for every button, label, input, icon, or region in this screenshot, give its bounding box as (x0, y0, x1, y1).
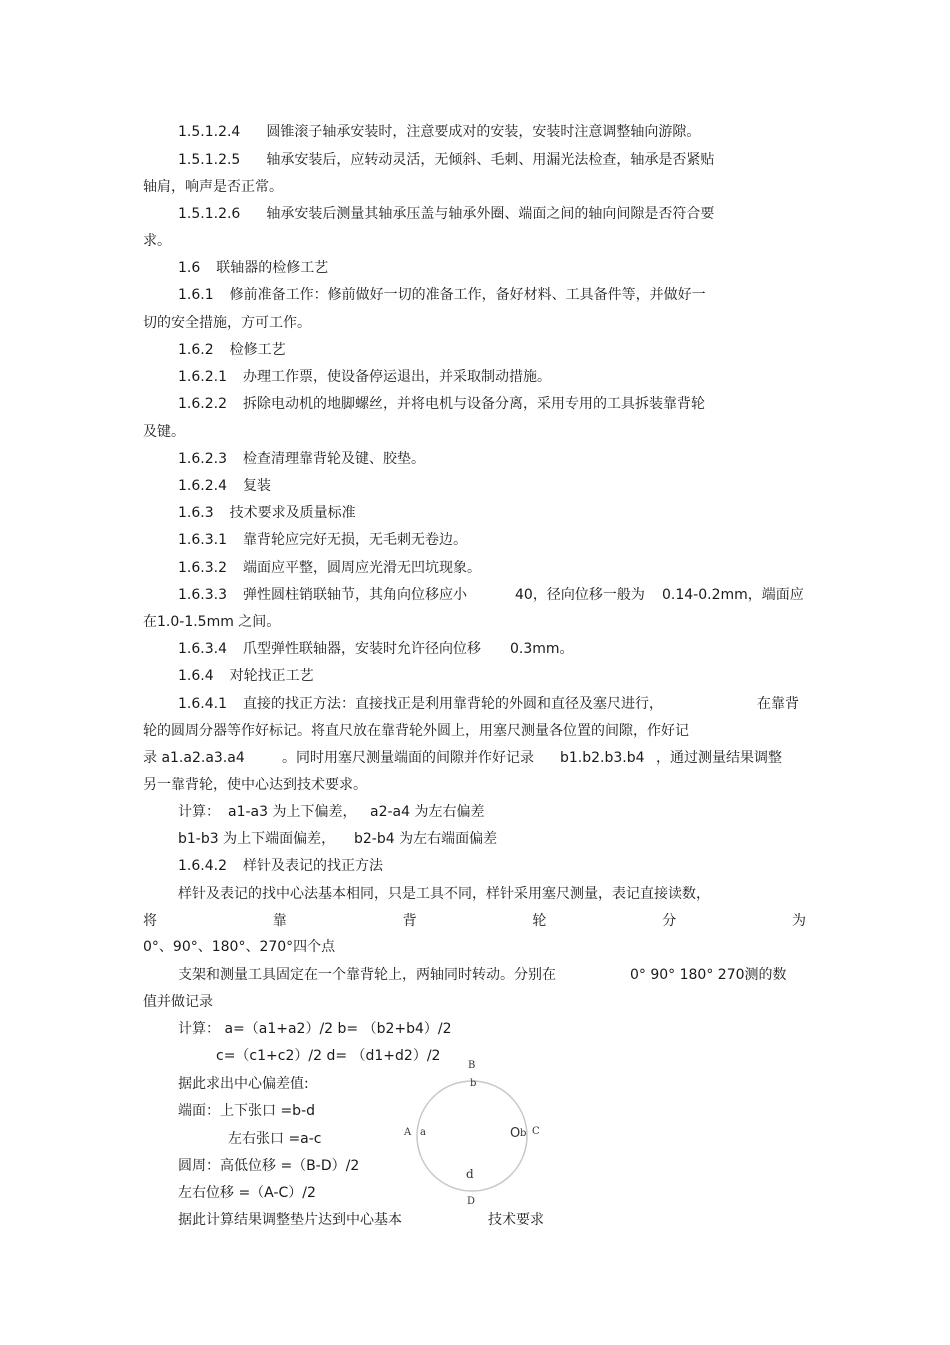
calc-left-right: a2-a4 为左右偏差 (370, 804, 485, 820)
label-a: a (420, 1127, 426, 1138)
item-1-6-2-2-cont: 及键。 (143, 424, 185, 440)
item-1-6-3-1: 1.6.3.1 靠背轮应完好无损，无毛刺无卷边。 (178, 532, 467, 548)
label-C: C (532, 1126, 540, 1137)
paragraph-bracket-angles: 0° 90° 180° 270测的数 (630, 967, 787, 983)
calc-end-up-down: b1-b3 为上下端面偏差， (178, 831, 336, 847)
label-O: O (510, 1126, 521, 1141)
item-1-5-1-2-6: 1.5.1.2.6 轴承安装后测量其轴承压盖与轴承外圈、端面之间的轴向间隙是否符合要 (178, 206, 715, 222)
item-1-6-3-2: 1.6.3.2 端面应平整，圆周应光滑无凹坑现象。 (178, 560, 481, 576)
heading-1-6-3: 1.6.3 技术要求及质量标准 (178, 505, 356, 521)
formula-c-d: c=（c1+c2）/2 d= （d1+d2）/2 (216, 1048, 441, 1064)
item-1-5-1-2-5-cont: 轴肩，响声是否正常。 (143, 179, 283, 195)
item-1-6-3-4: 1.6.3.4 爪型弹性联轴器，安装时允许径向位移 (178, 641, 481, 657)
spread-char: 靠 (272, 913, 287, 929)
calc-label: 计算： (178, 804, 220, 820)
label-c: b (520, 1128, 527, 1139)
deviation-end-updown: 端面：上下张口 =b-d (178, 1103, 316, 1119)
spread-char: 将 (143, 913, 157, 929)
label-D: D (467, 1196, 476, 1207)
item-1-6-4-1: 1.6.4.1 直接的找正方法：直接找正是利用靠背轮的外圆和直径及塞尺进行， (178, 696, 663, 712)
heading-1-6-2: 1.6.2 检修工艺 (178, 342, 286, 358)
item-1-6-3-3-cont: 在1.0-1.5mm 之间。 (143, 614, 281, 630)
paragraph-bracket: 支架和测量工具固定在一个靠背轮上，两轴同时转动。分别在 (178, 967, 556, 983)
item-1-6-4-1-cont1: 轮的圆周分器等作好标记。将直尺放在靠背轮外圆上，用塞尺测量各位置的间隙，作好记 (143, 723, 689, 739)
item-1-6-4-2: 1.6.4.2 样针及表记的找正方法 (178, 858, 383, 874)
item-1-5-1-2-5: 1.5.1.2.5 轴承安装后，应转动灵活，无倾斜、毛刺、用漏光法检查，轴承是否紧贴 (178, 152, 715, 168)
deviation-circ-leftright: 左右位移 =（A-C）/2 (178, 1185, 316, 1201)
item-1-6-4-1-tail: 在靠背 (757, 696, 799, 712)
spread-char: 背 (402, 913, 417, 929)
final-note: 据此计算结果调整垫片达到中心基本 (178, 1212, 402, 1228)
deviation-title: 据此求出中心偏差值: (178, 1076, 309, 1092)
item-1-6-4-1-cont2a: 录 a1.a2.a3.a4 (143, 750, 245, 766)
final-note-tail: 技术要求 (488, 1212, 544, 1228)
item-1-6-3-4-value: 0.3mm。 (510, 641, 574, 657)
paragraph-tools: 样针及表记的找中心法基本相同，只是工具不同，样针采用塞尺测量，表记直接读数， (178, 886, 710, 902)
item-1-6-3-3: 1.6.3.3 弹性圆柱销联轴节，其角向位移应小 (178, 587, 467, 603)
item-1-6-4-1-cont2b: 。同时用塞尺测量端面的间隙并作好记录 (282, 750, 534, 766)
spread-char: 轮 (532, 913, 547, 929)
spread-char: 为 (791, 913, 806, 929)
heading-1-6-4: 1.6.4 对轮找正工艺 (178, 668, 314, 684)
item-1-6-2-1: 1.6.2.1 办理工作票，使设备停运退出，并采取制动措施。 (178, 369, 551, 385)
spread-char: 分 (662, 913, 677, 929)
item-1-6-4-1-cont2c: b1.b2.b3.b4 (560, 750, 645, 766)
spread-line (143, 910, 806, 930)
formula-a-b: 计算： a=（a1+a2）/2 b= （b2+b4）/2 (178, 1021, 452, 1037)
calc-end-left-right: b2-b4 为左右端面偏差 (354, 831, 498, 847)
diagram-circle (404, 1058, 564, 1208)
deviation-circ-height: 圆周：高低位移 =（B-D）/2 (178, 1158, 360, 1174)
item-1-5-1-2-4: 1.5.1.2.4 圆锥滚子轴承安装时，注意要成对的安装，安装时注意调整轴向游隙。 (178, 124, 701, 140)
item-1-6-4-1-cont2d: ，通过测量结果调整 (656, 750, 782, 766)
item-1-5-1-2-6-cont: 求。 (143, 233, 171, 249)
item-1-6-2-3: 1.6.2.3 检查清理靠背轮及键、胶垫。 (178, 451, 425, 467)
item-1-6-4-1-cont3: 另一靠背轮，使中心达到技术要求。 (143, 777, 367, 793)
label-d: d (466, 1167, 474, 1181)
heading-1-6: 1.6 联轴器的检修工艺 (178, 260, 329, 276)
paragraph-bracket-cont: 值并做记录 (143, 994, 213, 1010)
deviation-end-leftright: 左右张口 =a-c (228, 1131, 322, 1147)
angles-line: 0°、90°、180°、270°四个点 (143, 939, 336, 955)
item-1-6-2-2: 1.6.2.2 拆除电动机的地脚螺丝，并将电机与设备分离，采用专用的工具拆装靠背轮 (178, 396, 705, 412)
item-1-6-3-3-value-b: 0.14-0.2mm，端面应 (662, 587, 804, 603)
item-1-6-3-3-value-a: 40，径向位移一般为 (515, 587, 645, 603)
item-1-6-2-4: 1.6.2.4 复装 (178, 478, 271, 494)
label-B: B (468, 1060, 476, 1071)
alignment-diagram (404, 1058, 564, 1208)
label-A: A (404, 1127, 412, 1138)
item-1-6-1: 1.6.1 修前准备工作：修前做好一切的准备工作，备好材料、工具备件等，并做好一 (178, 287, 706, 303)
calc-up-down: a1-a3 为上下偏差， (228, 804, 357, 820)
item-1-6-1-cont: 切的安全措施，方可工作。 (143, 315, 311, 331)
label-b: b (470, 1078, 477, 1089)
